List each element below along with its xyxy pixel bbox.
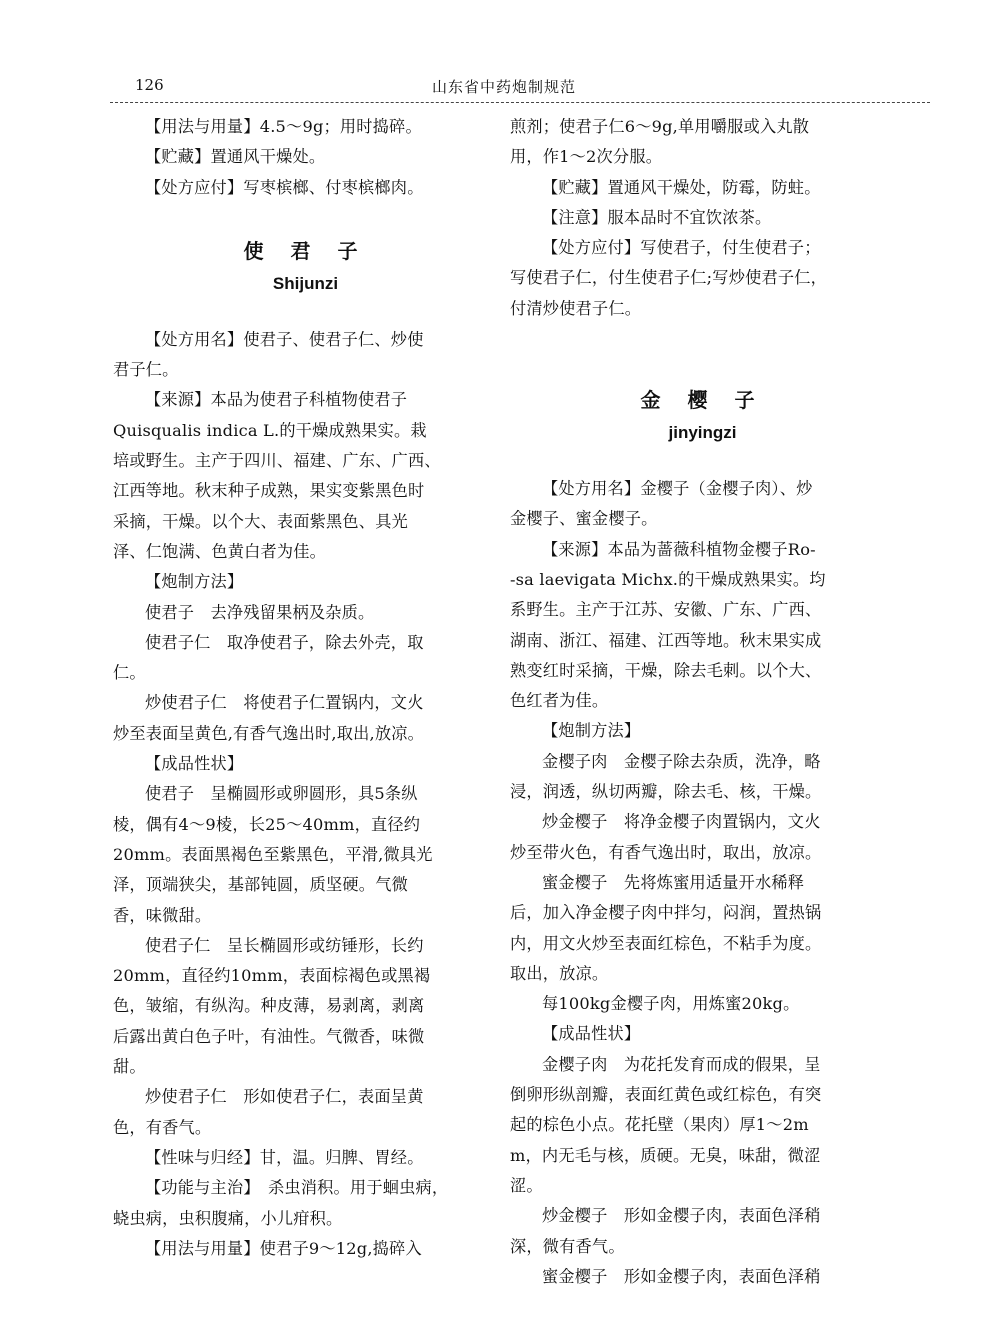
entry-pinyin: Shijunzi <box>272 273 339 293</box>
text-line: 【贮藏】置通风干燥处，防霉，防蛀。 <box>542 177 821 197</box>
right-column <box>510 112 895 1292</box>
text-line: 泽，顶端狭尖，基部钝圆，质坚硬。气微 <box>113 875 408 895</box>
text-line: 【来源】本品为蔷薇科植物金樱子Ro- <box>542 539 816 559</box>
text-line: 金樱子、蜜金樱子。 <box>510 509 658 529</box>
text-line: 香，味微甜。 <box>113 905 212 925</box>
text-line: 蜜金樱子 形如金樱子肉，表面色泽稍 <box>542 1266 821 1286</box>
text-line: 金樱子肉 金樱子除去杂质，洗净，略 <box>542 751 821 771</box>
text-line: 用，作1～2次分服。 <box>510 147 663 167</box>
text-line: Quisqualis indica L.的干燥成熟果实。栽 <box>113 420 427 440</box>
text-line: 蜜金樱子 先将炼蜜用适量开水稀释 <box>542 872 805 892</box>
text-line: 后，加入净金樱子肉中拌匀，闷润，置热锅 <box>510 903 822 923</box>
text-line: 炒至带火色，有香气逸出时，取出，放凉。 <box>510 842 822 862</box>
text-line: 【贮藏】置通风干燥处。 <box>145 147 326 167</box>
text-line: 培或野生。主产于四川、福建、广东、广西、 <box>113 451 441 471</box>
text-line: 【处方用名】使君子、使君子仁、炒使 <box>145 329 424 349</box>
text-line: 蛲虫病，虫积腹痛，小儿疳积。 <box>113 1208 343 1228</box>
text-line: 使君子仁 取净使君子，除去外壳，取 <box>145 632 424 652</box>
text-line: 倒卵形纵剖瓣，表面红黄色或红棕色，有突 <box>510 1085 822 1105</box>
text-line: 【处方用名】金樱子（金樱子肉）、炒 <box>542 479 813 499</box>
text-line: 君子仁。 <box>113 360 179 380</box>
text-line: 煎剂；使君子仁6～9g,单用嚼服或入丸散 <box>510 117 810 136</box>
text-line: 使君子 去净残留果柄及杂质。 <box>145 602 375 622</box>
text-line: 使君子 呈椭圆形或卵圆形，具5条纵 <box>145 784 418 804</box>
text-line: 起的棕色小点。花托壁（果肉）厚1～2m <box>510 1115 809 1135</box>
text-line: 【注意】服本品时不宜饮浓茶。 <box>542 207 772 227</box>
text-line: 涩。 <box>510 1175 543 1195</box>
text-line: 【来源】本品为使君子科植物使君子 <box>145 390 408 410</box>
text-line: 【性味与归经】甘，温。归脾、胃经。 <box>145 1147 424 1167</box>
section-heading: 【炮制方法】 <box>542 721 641 741</box>
text-line: m，内无毛与核，质硬。无臭，味甜，微涩 <box>510 1145 821 1165</box>
text-line: 【用法与用量】4.5～9g；用时捣碎。 <box>145 117 422 136</box>
text-line: 深，微有香气。 <box>510 1236 625 1256</box>
text-line: 【功能与主治】 杀虫消积。用于蛔虫病， <box>145 1178 449 1198</box>
text-line: 炒金樱子 形如金樱子肉，表面色泽稍 <box>542 1206 821 1226</box>
entry-title: 金 樱 子 <box>640 388 765 413</box>
text-line: 采摘，干燥。以个大、表面紫黑色、具光 <box>113 511 408 531</box>
text-line: 付清炒使君子仁。 <box>510 298 642 318</box>
section-heading: 【炮制方法】 <box>145 572 244 592</box>
text-line: 【处方应付】写使君子，付生使君子； <box>542 238 821 258</box>
text-line: 金樱子肉 为花托发育而成的假果，呈 <box>542 1054 821 1074</box>
text-line: 棱，偶有4～9棱，长25～40mm，直径约 <box>113 814 421 834</box>
text-line: 仁。 <box>113 663 146 683</box>
text-line: 色，皱缩，有纵沟。种皮薄，易剥离，剥离 <box>113 996 425 1016</box>
text-line: 甜。 <box>113 1057 146 1077</box>
text-line: 湖南、浙江、福建、江西等地。秋末果实成 <box>510 630 822 650</box>
text-line: 20mm。表面黑褐色至紫黑色，平滑,微具光 <box>113 844 433 864</box>
text-line: 江西等地。秋末种子成熟，果实变紫黑色时 <box>113 481 425 501</box>
header-rule <box>110 102 930 103</box>
entry-pinyin: jinyingzi <box>668 423 737 443</box>
text-line: 熟变红时采摘，干燥，除去毛刺。以个大、 <box>510 660 822 680</box>
text-line: -sa laevigata Michx.的干燥成熟果实。均 <box>510 569 826 589</box>
text-line: 取出，放凉。 <box>510 963 609 983</box>
text-line: 炒金樱子 将净金樱子肉置锅内，文火 <box>542 812 821 832</box>
text-line: 写使君子仁，付生使君子仁;写炒使君子仁， <box>510 268 828 288</box>
page-number: 126 <box>135 76 164 94</box>
section-heading: 【成品性状】 <box>145 754 244 774</box>
text-line: 色，有香气。 <box>113 1117 212 1137</box>
text-line: 20mm，直径约10mm，表面棕褐色或黑褐 <box>113 966 431 986</box>
text-line: 浸，润透，纵切两瓣，除去毛、核，干燥。 <box>510 782 822 802</box>
section-heading: 【成品性状】 <box>542 1024 641 1044</box>
text-line: 内，用文火炒至表面红棕色，不粘手为度。 <box>510 933 822 953</box>
text-line: 炒使君子仁 形如使君子仁，表面呈黄 <box>145 1087 424 1107</box>
text-line: 炒至表面呈黄色,有香气逸出时,取出,放凉。 <box>113 723 425 743</box>
text-line: 色红者为佳。 <box>510 691 609 711</box>
text-line: 每100kg金樱子肉，用炼蜜20kg。 <box>542 994 800 1014</box>
text-line: 泽、仁饱满、色黄白者为佳。 <box>113 541 327 561</box>
text-line: 炒使君子仁 将使君子仁置锅内，文火 <box>145 693 424 713</box>
text-line: 【处方应付】写枣槟榔、付枣槟榔肉。 <box>145 177 424 197</box>
text-line: 后露出黄白色子叶，有油性。气微香，味微 <box>113 1026 425 1046</box>
entry-title: 使 君 子 <box>243 238 368 263</box>
left-column <box>113 112 498 1264</box>
text-line: 使君子仁 呈长椭圆形或纺锤形，长约 <box>145 935 424 955</box>
text-line: 系野生。主产于江苏、安徽、广东、广西、 <box>510 600 822 620</box>
text-line: 【用法与用量】使君子9～12g,捣碎入 <box>145 1238 422 1258</box>
running-head: 山东省中药炮制规范 <box>432 78 577 96</box>
